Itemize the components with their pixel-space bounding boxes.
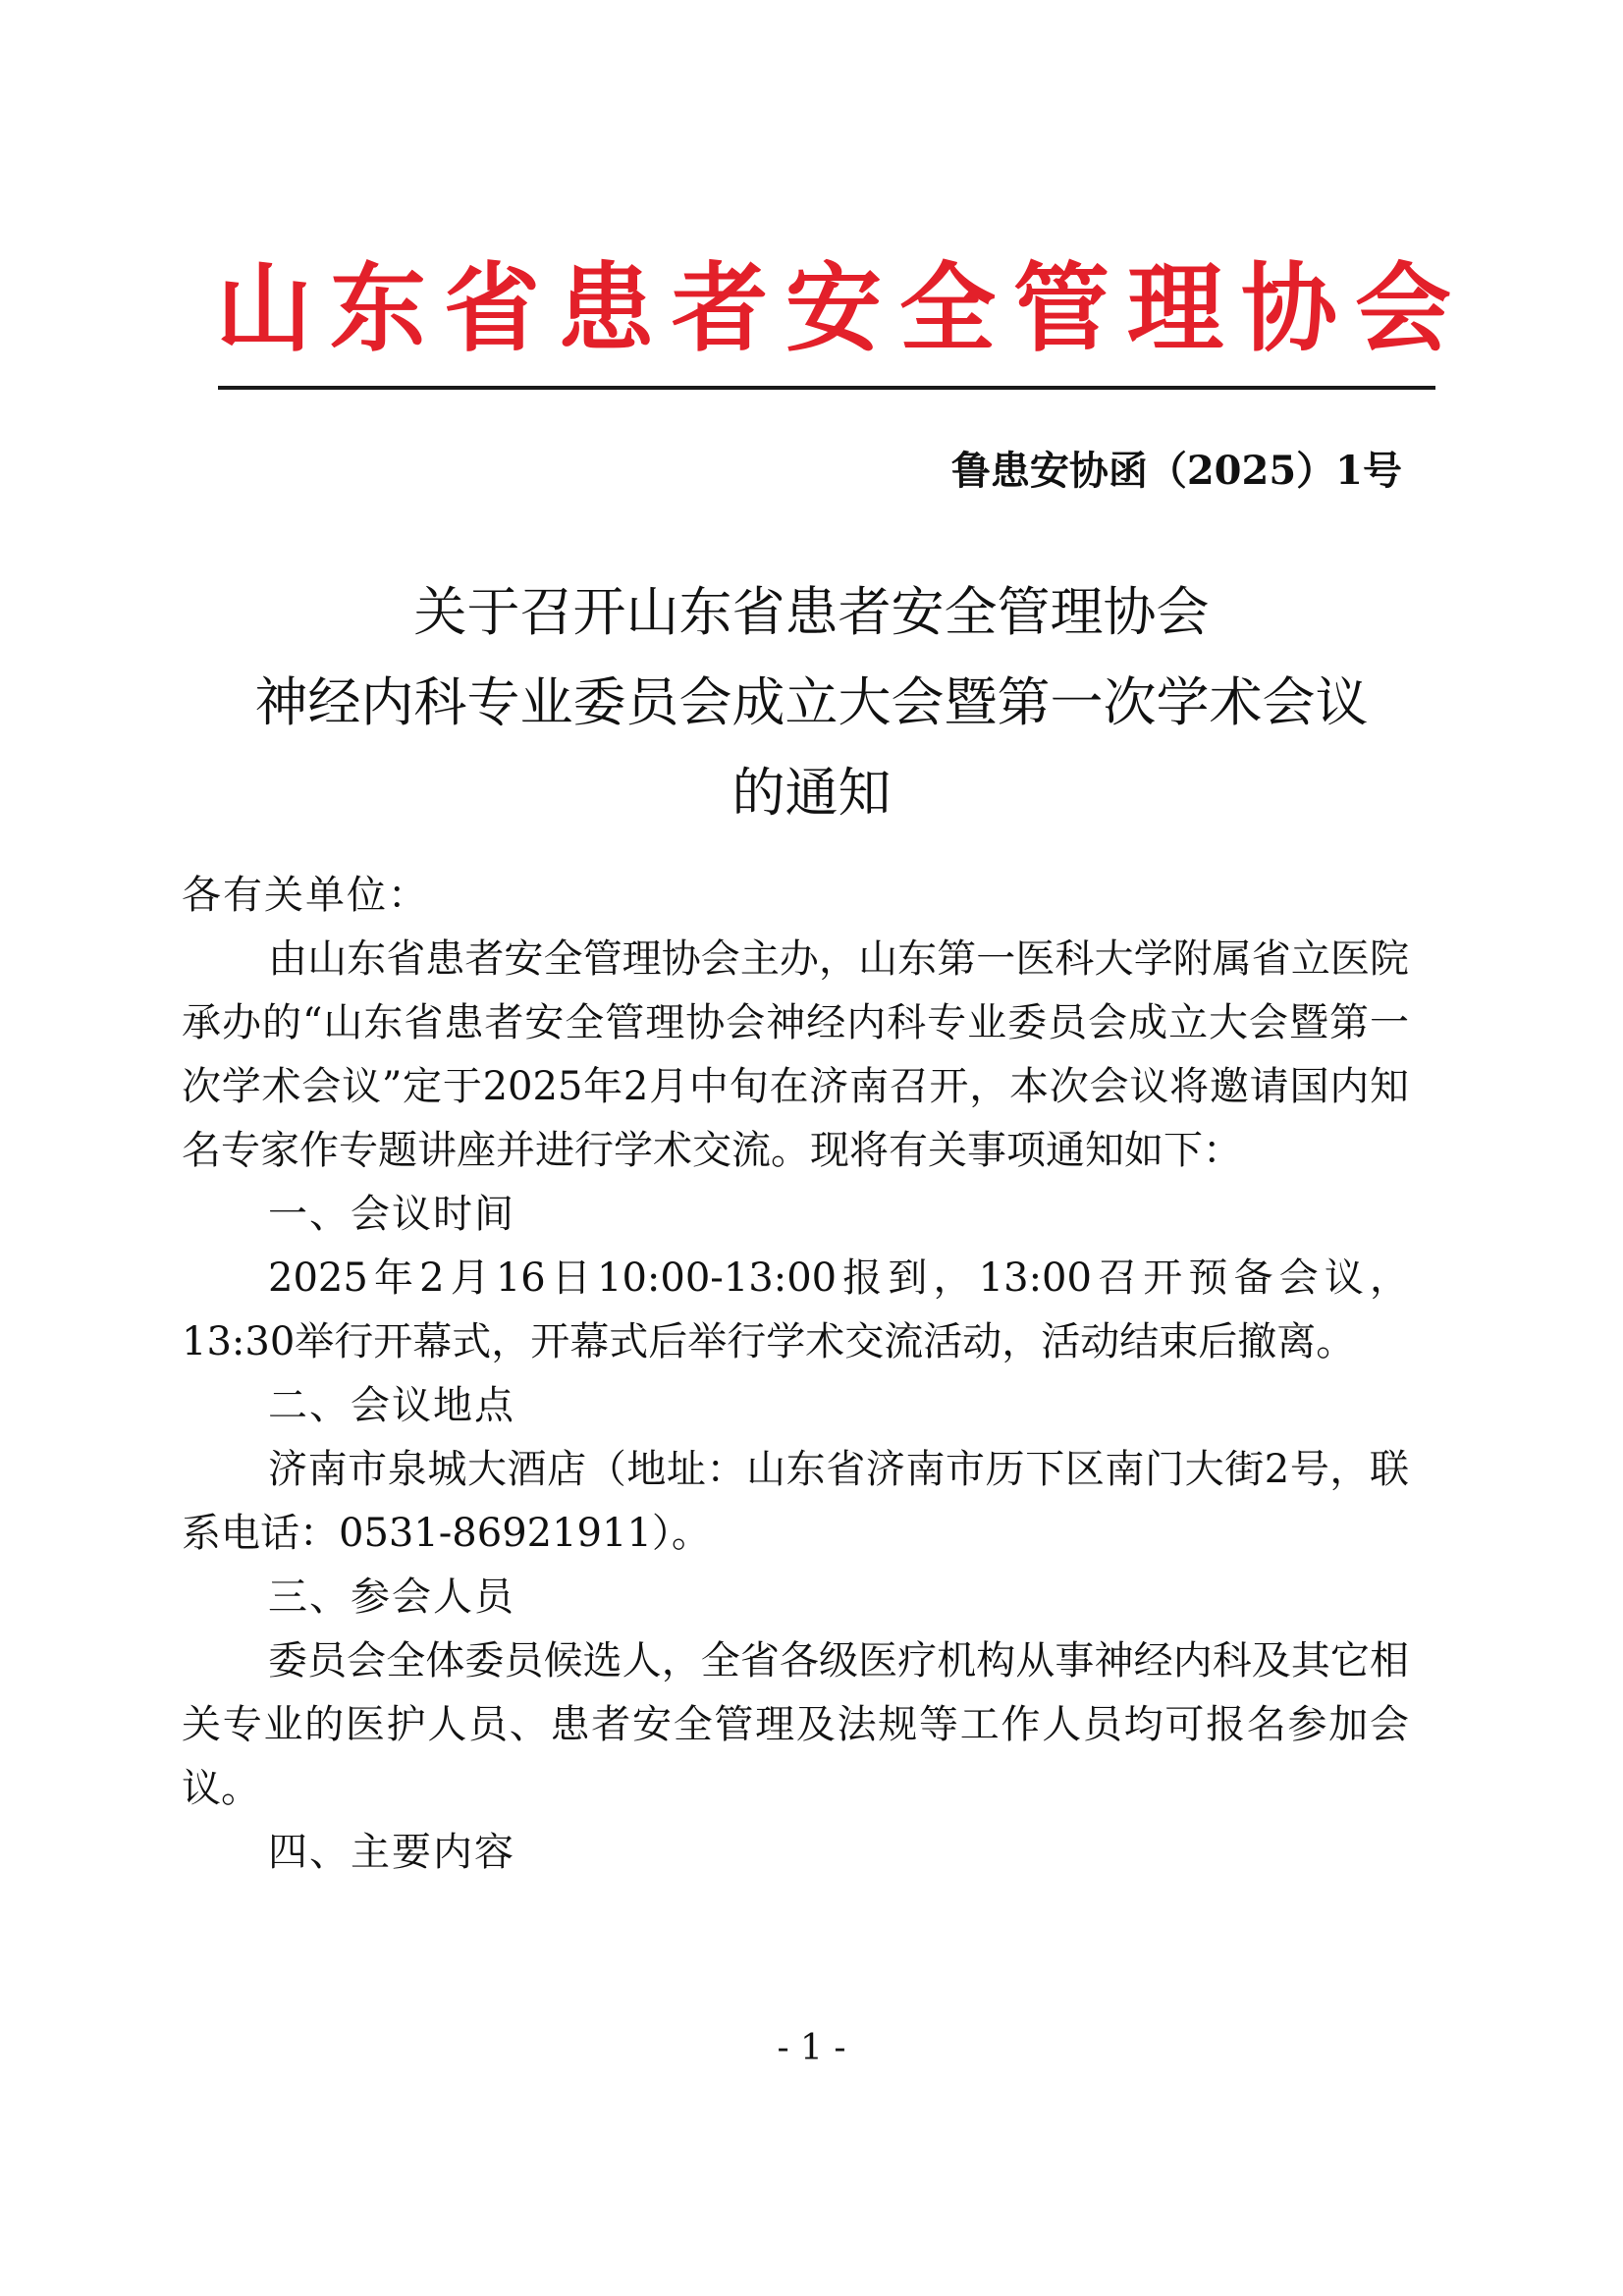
title-line-2: 神经内科专业委员会成立大会暨第一次学术会议 <box>254 671 1369 733</box>
section-heading-location: 二、会议地点 <box>268 1383 515 1428</box>
section-heading-attendees: 三、参会人员 <box>268 1575 515 1620</box>
intro-paragraph: 由山东省患者安全管理协会主办，山东第一医科大学附属省立医院承办的“山东省患者安全管理协会神经内科专业委员会成立大会暨第一次学术会议”定于2025年2月中旬在济南召开，本次会议将邀请国内知名专家作专题讲座并进行学术交流。现将有关事项通知如下： <box>182 936 1409 1173</box>
title-line-3: 的通知 <box>731 762 892 824</box>
section-text-time: 2025年2月16日10:00-13:00报到，13:00召开预备会议，13:30举行开幕式，开幕式后举行学术交流活动，活动结束后撤离。 <box>182 1255 1409 1364</box>
section-heading-content: 四、主要内容 <box>268 1830 515 1875</box>
notice-title <box>137 567 1486 838</box>
salutation: 各有关单位： <box>182 873 429 918</box>
notice-body <box>182 864 1409 1885</box>
title-line-1: 关于召开山东省患者安全管理协会 <box>413 581 1210 643</box>
document-number: 鲁患安协函（2025）1号 <box>950 448 1402 494</box>
masthead-divider <box>218 386 1435 390</box>
section-heading-time: 一、会议时间 <box>268 1192 515 1237</box>
masthead-organization: 山东省患者安全管理协会 <box>216 252 1470 365</box>
page-number: - 1 - <box>777 2028 846 2068</box>
section-text-location: 济南市泉城大酒店（地址：山东省济南市历下区南门大街2号，联系电话：0531-86921911）。 <box>182 1447 1409 1556</box>
section-text-attendees: 委员会全体委员候选人，全省各级医疗机构从事神经内科及其它相关专业的医护人员、患者安全管理及法规等工作人员均可报名参加会议。 <box>182 1638 1409 1811</box>
